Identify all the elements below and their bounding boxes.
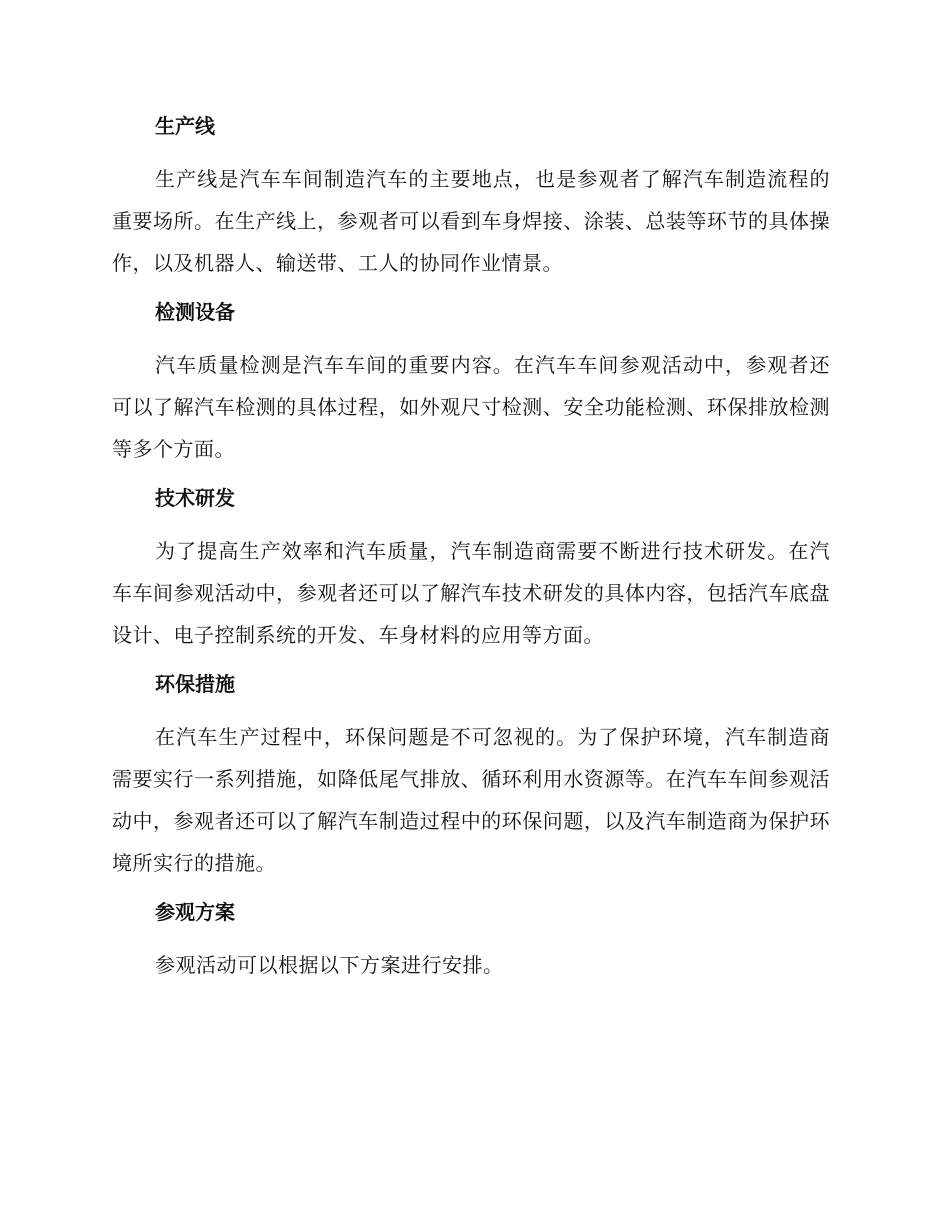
section-body-environmental-measures: 在汽车生产过程中，环保问题是不可忽视的。为了保护环境，汽车制造商需要实行一系列措施，如降低尾气排放、循环利用水资源等。在汽车车间参观活动中，参观者还可以了解汽车制造过程中的环保问题，以及汽车制造商为保护环境所实行的措施。 — [112, 725, 830, 875]
section-heading-tech-rd: 技术研发 — [155, 486, 235, 510]
section-body-production-line: 生产线是汽车车间制造汽车的主要地点，也是参观者了解汽车制造流程的重要场所。在生产线上，参观者可以看到车身焊接、涂装、总装等环节的具体操作，以及机器人、输送带、工人的协同作业情景。 — [112, 167, 830, 275]
section-heading-visit-plan: 参观方案 — [155, 900, 235, 924]
section-heading-environmental-measures: 环保措施 — [155, 672, 235, 696]
section-body-tech-rd: 为了提高生产效率和汽车质量，汽车制造商需要不断进行技术研发。在汽车车间参观活动中，参观者还可以了解汽车技术研发的具体内容，包括汽车底盘设计、电子控制系统的开发、车身材料的应用等方面。 — [112, 539, 830, 647]
section-heading-inspection-equipment: 检测设备 — [155, 300, 235, 324]
section-body-inspection-equipment: 汽车质量检测是汽车车间的重要内容。在汽车车间参观活动中，参观者还可以了解汽车检测的具体过程，如外观尺寸检测、安全功能检测、环保排放检测等多个方面。 — [112, 353, 830, 461]
document-page — [112, 108, 830, 996]
section-body-visit-plan: 参观活动可以根据以下方案进行安排。 — [155, 953, 504, 977]
section-heading-production-line: 生产线 — [155, 114, 215, 138]
